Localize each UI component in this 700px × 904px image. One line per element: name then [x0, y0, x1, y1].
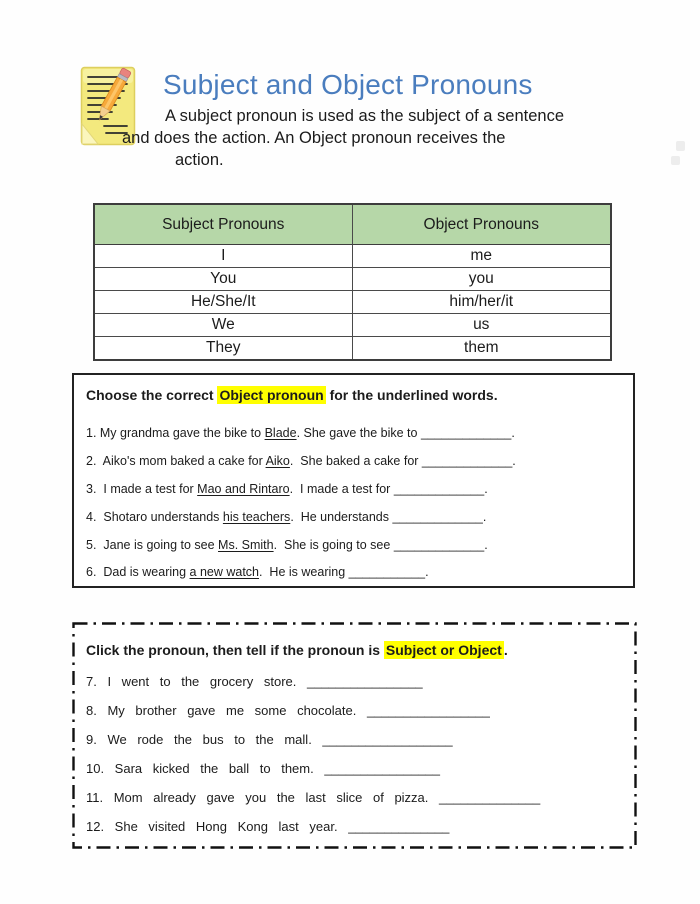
sentence-text: . She baked a cake for — [289, 453, 422, 468]
sentence-text[interactable]: 11. Mom already gave you the last slice of pizza. — [86, 789, 440, 805]
sentence-text: . — [482, 509, 487, 524]
table-cell: them — [464, 339, 499, 356]
sentence-text: 1. My grandma gave the bike to — [86, 426, 265, 440]
answer-blank[interactable]: _____________ — [421, 453, 513, 468]
table-header-cell: Subject Pronouns — [95, 205, 353, 245]
exercise1-items — [86, 426, 621, 580]
exercise2-box — [72, 622, 637, 849]
table-cell: They — [95, 337, 353, 359]
scan-artifact — [676, 141, 685, 151]
exercise1-instruction — [86, 387, 621, 403]
pronoun-table — [93, 203, 612, 361]
answer-blank[interactable]: _____________ — [420, 426, 512, 440]
sentence-text[interactable]: 9. We rode the bus to the mall. — [86, 731, 323, 747]
underlined-words: Mao and Rintaro — [197, 481, 290, 496]
table-header-cell: Object Pronouns — [353, 205, 611, 245]
sentence-text: 4. Shotaro understands — [86, 509, 223, 524]
highlighted-text: Object pronoun — [219, 387, 324, 403]
instruction-text: Choose the correct — [86, 387, 218, 403]
sentence-text: . — [484, 481, 488, 496]
answer-blank[interactable]: _________________ — [366, 702, 490, 718]
sentence-text: . He understands — [290, 509, 393, 524]
table-cell: him/her/it — [353, 291, 611, 314]
sentence-text: . I made a test for — [289, 481, 394, 496]
exercise-item — [86, 733, 625, 748]
exercise2-instruction — [86, 642, 625, 658]
sentence-text: . She gave the bike to — [296, 426, 421, 440]
intro-line-2: and does the action. An Object pronoun receives the — [122, 129, 506, 147]
page-title: Subject and Object Pronouns — [163, 69, 533, 100]
exercise-item — [86, 538, 621, 552]
underlined-words: Aiko — [265, 453, 290, 468]
table-cell: me — [353, 245, 611, 268]
underlined-words: his teachers — [222, 509, 291, 524]
scan-artifact — [671, 156, 680, 165]
table-cell: you — [353, 268, 611, 291]
sentence-text: . — [425, 565, 429, 580]
exercise-item — [86, 454, 621, 468]
sentence-text[interactable]: 12. She visited Hong Kong last year. — [86, 818, 349, 834]
exercise-item — [86, 426, 621, 440]
exercise-item — [86, 675, 625, 690]
sentence-text: . — [484, 537, 488, 552]
table-cell: You — [95, 268, 353, 291]
answer-blank[interactable]: ______________ — [439, 789, 541, 805]
sentence-text: . She is going to see — [273, 537, 394, 552]
sentence-text[interactable]: 10. Sara kicked the ball to them. — [86, 760, 325, 776]
sentence-text: . — [511, 426, 515, 440]
table-cell: us — [353, 314, 611, 337]
sentence-text: 5. Jane is going to see — [86, 537, 219, 552]
answer-blank[interactable]: ________________ — [306, 674, 423, 689]
answer-blank[interactable]: _____________ — [392, 509, 483, 524]
sentence-text: 3. I made a test for — [86, 481, 198, 496]
highlighted-text: Subject or Object — [385, 642, 502, 658]
instruction-text: Click the pronoun, then tell if the pronoun is — [86, 642, 384, 658]
answer-blank[interactable]: _____________ — [393, 537, 485, 552]
instruction-text: for the underlined words. — [325, 387, 498, 403]
sentence-text[interactable]: 8. My brother gave me some chocolate. — [86, 702, 367, 718]
answer-blank[interactable]: ______________ — [348, 818, 450, 834]
intro-line-3: action. — [175, 151, 224, 169]
table-cell: I — [95, 245, 353, 268]
instruction-text: . — [503, 642, 508, 658]
exercise-item — [86, 820, 625, 835]
underlined-words: a new watch — [189, 565, 260, 580]
answer-blank[interactable]: __________________ — [322, 731, 453, 747]
exercise2-items — [86, 675, 625, 835]
sentence-text[interactable]: 7. I went to the grocery store. — [86, 674, 307, 689]
answer-blank[interactable]: ___________ — [348, 565, 426, 580]
exercise-item — [86, 791, 625, 806]
exercise-item — [86, 510, 621, 524]
answer-blank[interactable]: ________________ — [324, 760, 441, 776]
exercise1-box — [72, 373, 635, 588]
table-cell: We — [95, 314, 353, 337]
sentence-text: 2. Aiko's mom baked a cake for — [86, 453, 266, 468]
sentence-text: 6. Dad is wearing — [86, 565, 190, 580]
underlined-words: Ms. Smith — [218, 537, 274, 552]
sentence-text: . — [512, 453, 516, 468]
underlined-words: Blade — [264, 426, 297, 440]
exercise-item — [86, 704, 625, 719]
exercise-item — [86, 762, 625, 777]
intro-line-1: A subject pronoun is used as the subject of a sentence — [165, 107, 565, 125]
exercise-item — [86, 565, 621, 579]
sentence-text: . He is wearing — [259, 565, 349, 580]
answer-blank[interactable]: _____________ — [393, 481, 485, 496]
table-cell: He/She/It — [95, 291, 353, 314]
exercise-item — [86, 482, 621, 496]
